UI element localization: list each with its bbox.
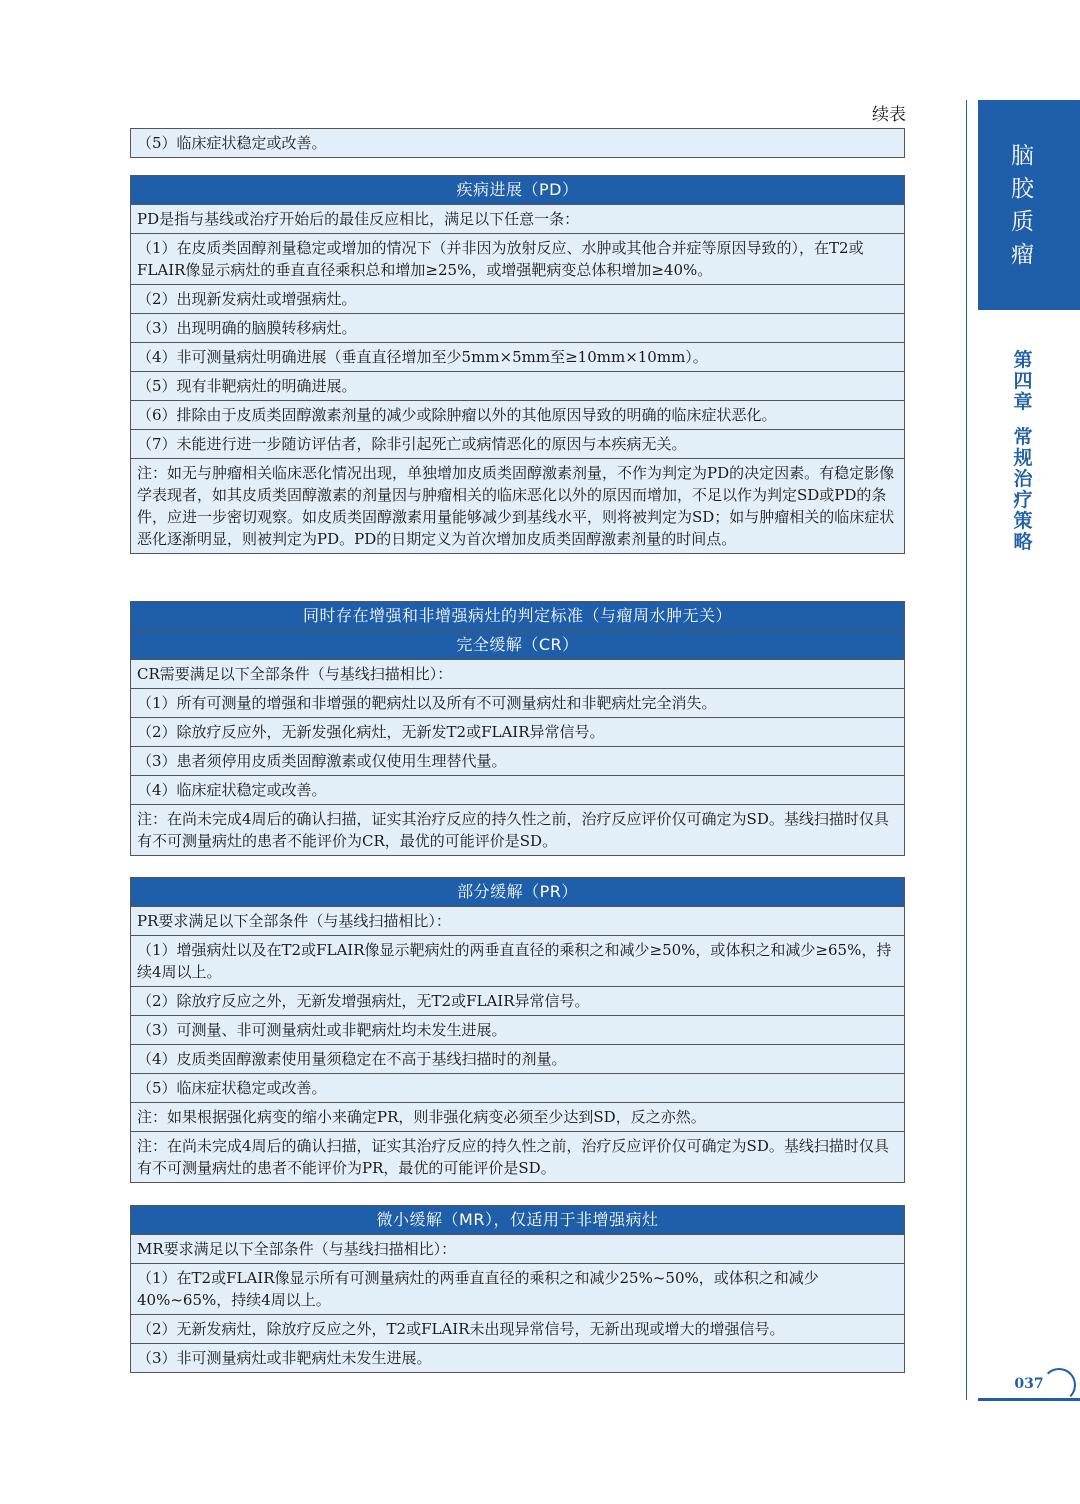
table-row: PR要求满足以下全部条件（与基线扫描相比）： xyxy=(131,907,904,936)
table-row: （5）临床症状稳定或改善。 xyxy=(131,129,904,157)
table-row: （3）非可测量病灶或非靶病灶未发生进展。 xyxy=(131,1344,904,1372)
chapter-char: 策 xyxy=(1013,510,1033,532)
table-row: （4）皮质类固醇激素使用量须稳定在不高于基线扫描时的剂量。 xyxy=(131,1045,904,1074)
table-row: （1）增强病灶以及在T2或FLAIR像显示靶病灶的两垂直直径的乘积之和减少≥50%，或体积之和减少≥65%，持续4周以上。 xyxy=(131,936,904,987)
chapter-char: 治 xyxy=(1013,468,1033,490)
chapter-char: 规 xyxy=(1013,447,1033,469)
table-row: 注：如无与肿瘤相关临床恶化情况出现，单独增加皮质类固醇激素剂量，不作为判定为PD的决定因素。有稳定影像学表现者，如其皮质类固醇激素的剂量因与肿瘤相关的临床恶化以外的原因而增加，不足以作为判定SD或PD的条件，应进一步密切观察。如皮质类固醇激素用量能够减少到基线水平，则将被判定为SD；如与肿瘤相关的临床症状恶化逐渐明显，则被判定为PD。PD的日期定义为首次增加皮质类固醇激素剂量的时间点。 xyxy=(131,459,904,553)
page-number-box xyxy=(978,1362,1080,1402)
table-row: PD是指与基线或治疗开始后的最佳反应相比，满足以下任意一条： xyxy=(131,205,904,234)
side-rule xyxy=(966,100,967,1400)
table-row: （1）所有可测量的增强和非增强的靶病灶以及所有不可测量病灶和非靶病灶完全消失。 xyxy=(131,689,904,718)
table-row: （3）患者须停用皮质类固醇激素或仅使用生理替代量。 xyxy=(131,747,904,776)
chapter-char: 略 xyxy=(1013,531,1033,553)
table-row: （1）在T2或FLAIR像显示所有可测量病灶的两垂直直径的乘积之和减少25%~50%，或体积之和减少40%~65%，持续4周以上。 xyxy=(131,1264,904,1315)
table-row: （5）现有非靶病灶的明确进展。 xyxy=(131,372,904,401)
table-header: 疾病进展（PD） xyxy=(131,176,904,205)
table-row: （2）无新发病灶，除放疗反应之外，T2或FLAIR未出现异常信号，无新出现或增大的增强信号。 xyxy=(131,1315,904,1344)
table-row: 注：在尚未完成4周后的确认扫描，证实其治疗反应的持久性之前，治疗反应评价仅可确定为SD。基线扫描时仅具有不可测量病灶的患者不能评价为CR，最优的可能评价是SD。 xyxy=(131,805,904,855)
table-row: （1）在皮质类固醇剂量稳定或增加的情况下（并非因为放射反应、水肿或其他合并症等原因导致的），在T2或FLAIR像显示病灶的垂直直径乘积总和增加≥25%，或增强靶病变总体积增加≥40%。 xyxy=(131,234,904,285)
table-mr xyxy=(130,1205,905,1373)
table-row: MR要求满足以下全部条件（与基线扫描相比）： xyxy=(131,1235,904,1264)
chapter-char: 常 xyxy=(1013,426,1033,448)
table-pd xyxy=(130,175,905,554)
side-tab-title xyxy=(1000,140,1045,272)
page-number: 037 xyxy=(1014,1376,1044,1392)
table-row: （2）出现新发病灶或增强病灶。 xyxy=(131,285,904,314)
table-pr xyxy=(130,877,905,1183)
table-row: （5）临床症状稳定或改善。 xyxy=(131,1074,904,1103)
table-row: （4）临床症状稳定或改善。 xyxy=(131,776,904,805)
table-row: 注：在尚未完成4周后的确认扫描，证实其治疗反应的持久性之前，治疗反应评价仅可确定为SD。基线扫描时仅具有不可测量病灶的患者不能评价为PR，最优的可能评价是SD。 xyxy=(131,1132,904,1182)
table-header: 同时存在增强和非增强病灶的判定标准（与瘤周水肿无关） xyxy=(131,602,904,631)
table-row: 注：如果根据强化病变的缩小来确定PR，则非强化病变必须至少达到SD，反之亦然。 xyxy=(131,1103,904,1132)
side-tab-char: 瘤 xyxy=(1011,242,1034,268)
table-row: （2）除放疗反应之外，无新发增强病灶，无T2或FLAIR异常信号。 xyxy=(131,987,904,1016)
table-header: 部分缓解（PR） xyxy=(131,878,904,907)
side-tab-char: 质 xyxy=(1011,209,1034,235)
table-row: （4）非可测量病灶明确进展（垂直直径增加至少5mm×5mm至≥10mm×10mm）。 xyxy=(131,343,904,372)
chapter-char: 章 xyxy=(1013,391,1033,413)
side-tab-char: 胶 xyxy=(1011,176,1034,202)
chapter-char: 疗 xyxy=(1013,489,1033,511)
chapter-char: 第 xyxy=(1013,349,1033,371)
chapter-title xyxy=(1008,350,1038,553)
side-tab-char: 脑 xyxy=(1011,143,1034,169)
table-row: （2）除放疗反应外，无新发强化病灶，无新发T2或FLAIR异常信号。 xyxy=(131,718,904,747)
page-number-rule xyxy=(978,1398,1080,1401)
table-row: （3）可测量、非可测量病灶或非靶病灶均未发生进展。 xyxy=(131,1016,904,1045)
table-row: （7）未能进行进一步随访评估者，除非引起死亡或病情恶化的原因与本疾病无关。 xyxy=(131,430,904,459)
table-header: 微小缓解（MR），仅适用于非增强病灶 xyxy=(131,1206,904,1235)
table-cr xyxy=(130,601,905,856)
table-row: （3）出现明确的脑膜转移病灶。 xyxy=(131,314,904,343)
table-row: CR需要满足以下全部条件（与基线扫描相比）： xyxy=(131,660,904,689)
table-continued xyxy=(130,128,905,158)
table-row: （6）排除由于皮质类固醇激素剂量的减少或除肿瘤以外的其他原因导致的明确的临床症状恶化。 xyxy=(131,401,904,430)
continued-label: 续表 xyxy=(872,105,906,125)
chapter-char: 四 xyxy=(1013,370,1033,392)
table-subheader: 完全缓解（CR） xyxy=(131,631,904,660)
